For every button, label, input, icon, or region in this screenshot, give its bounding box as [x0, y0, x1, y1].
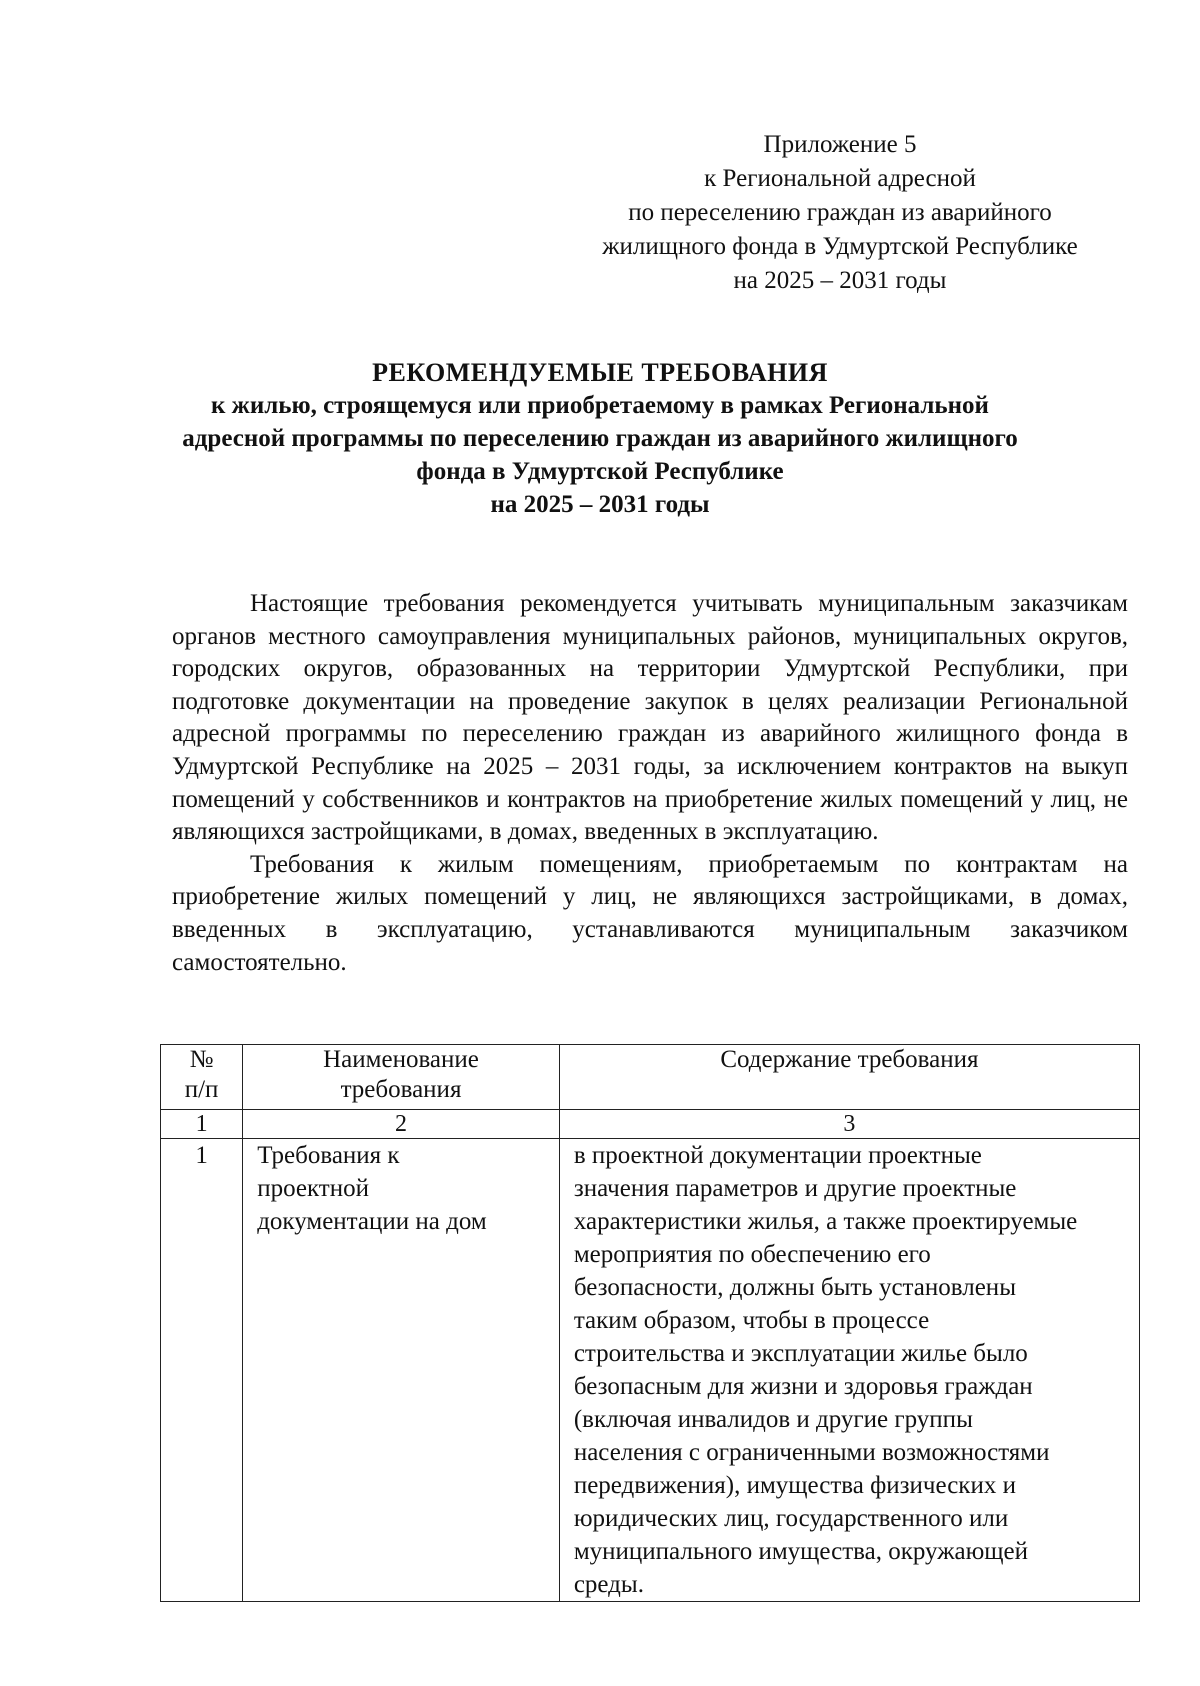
row-content-line: безопасности, должны быть установлены — [573, 1274, 1016, 1301]
column-number: 1 — [161, 1110, 243, 1139]
row-content-line: юридических лиц, государственного или — [573, 1505, 1009, 1532]
appendix-line: Приложение 5 — [763, 131, 917, 158]
title-subline: адресной программы по переселению граждан из аварийного жилищного — [182, 425, 1018, 452]
row-content-cell — [559, 1139, 1139, 1602]
body-paragraph: Настоящие требования рекомендуется учитывать муниципальным заказчикам органов местного самоуправления муниципальных районов, муниципальных округов, городских округов, образованных на территории Удмуртской Республики, при подготовке документации на проведение закупок в целях реализации Региональной адресной программы по переселению граждан из аварийного жилищного фонда в Удмуртской Республике на 2025 – 2031 годы, за исключением контрактов на выкуп помещений у собственников и контрактов на приобретение жилых помещений у лиц, не являющихся застройщиками, в домах, введенных в эксплуатацию. — [172, 590, 1128, 846]
row-content-line: передвижения), имущества физических и — [573, 1472, 1016, 1499]
table-row — [161, 1139, 1140, 1602]
column-number: 3 — [559, 1110, 1139, 1139]
title-main: РЕКОМЕНДУЕМЫЕ ТРЕБОВАНИЯ — [372, 358, 828, 387]
title-subline: к жилью, строящемуся или приобретаемому в рамках Региональной — [211, 392, 989, 419]
row-content-line: таким образом, чтобы в процессе — [573, 1307, 930, 1334]
header-num-cell — [161, 1045, 243, 1110]
appendix-line: на 2025 – 2031 годы — [733, 267, 947, 294]
appendix-line: по переселению граждан из аварийного — [628, 199, 1052, 226]
row-content-line: значения параметров и другие проектные — [573, 1175, 1017, 1202]
body-paragraph: Требования к жилым помещениям, приобретаемым по контрактам на приобретение жилых помещений у лиц, не являющихся застройщиками, в домах, введенных в эксплуатацию, устанавливаются муниципальным заказчиком самостоятельно. — [172, 850, 1128, 976]
row-name-line: документации на дом — [257, 1208, 487, 1235]
column-number-row — [161, 1110, 1140, 1139]
row-content-line: строительства и эксплуатации жилье было — [573, 1340, 1028, 1367]
row-content-line: мероприятия по обеспечению его — [573, 1241, 931, 1268]
row-content-line: характеристики жилья, а также проектируемые — [573, 1208, 1078, 1235]
row-content-line: безопасным для жизни и здоровья граждан — [573, 1373, 1033, 1400]
title-subline: фонда в Удмуртской Республике — [416, 458, 784, 485]
row-content-line: муниципального имущества, окружающей — [573, 1538, 1028, 1565]
row-num-cell: 1 — [161, 1139, 243, 1602]
header-name-line: Наименование — [323, 1046, 479, 1073]
header-content-cell: Содержание требования — [559, 1045, 1139, 1110]
row-name-cell — [243, 1139, 560, 1602]
appendix-header — [560, 128, 1120, 298]
requirements-table — [160, 1044, 1140, 1602]
appendix-line: к Региональной адресной — [704, 165, 976, 192]
title-subline: на 2025 – 2031 годы — [490, 491, 710, 518]
body-text — [172, 588, 1128, 979]
column-number: 2 — [243, 1110, 560, 1139]
row-name-line: проектной — [257, 1175, 369, 1202]
row-content-line: (включая инвалидов и другие группы — [573, 1406, 973, 1433]
header-num-line: № — [189, 1046, 214, 1073]
row-content-line: среды. — [573, 1571, 644, 1598]
row-content-line: в проектной документации проектные — [573, 1142, 982, 1169]
table-header-row — [161, 1045, 1140, 1110]
header-name-line: требования — [340, 1076, 462, 1103]
row-content-line: населения с ограниченными возможностями — [573, 1439, 1050, 1466]
row-name-line: Требования к — [257, 1142, 400, 1169]
header-num-line: п/п — [184, 1076, 219, 1103]
document-title — [150, 356, 1050, 521]
header-name-cell — [243, 1045, 560, 1110]
appendix-line: жилищного фонда в Удмуртской Республике — [602, 233, 1078, 260]
